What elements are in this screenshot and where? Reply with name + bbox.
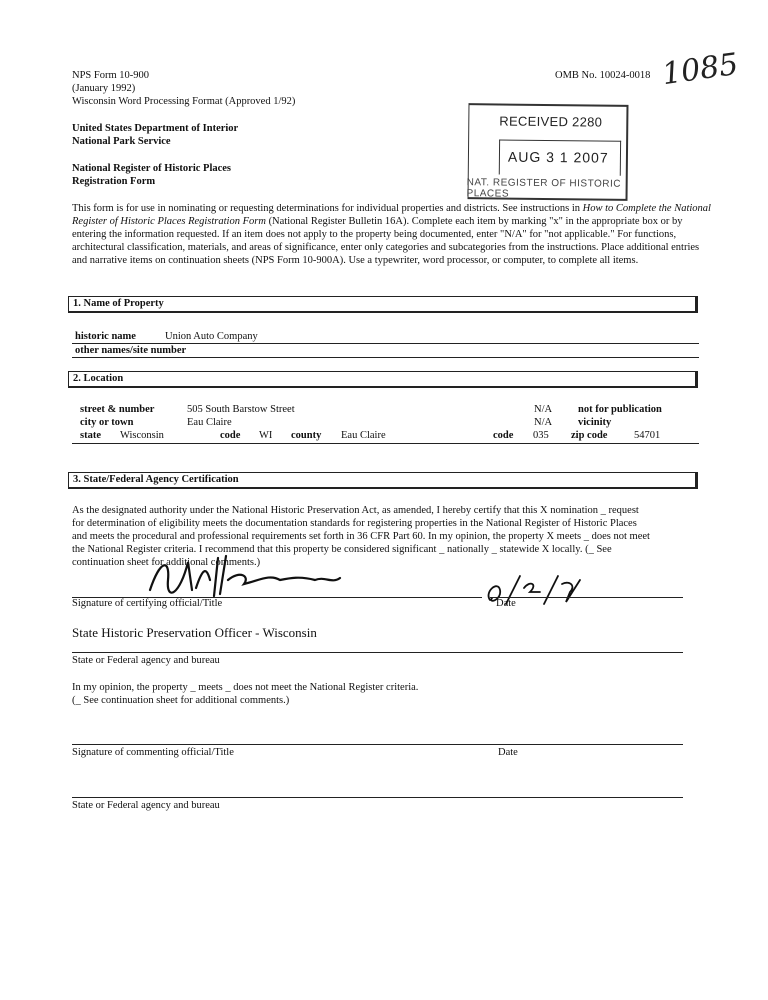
section-1-title: 1. Name of Property — [73, 298, 164, 309]
historic-name-label: historic name — [75, 331, 136, 342]
street-na: N/A — [534, 404, 553, 415]
signature-label: Signature of certifying official/Title — [72, 598, 223, 609]
officer-title: State Historic Preservation Officer - Wisconsin — [72, 625, 317, 640]
instructions-part2: (National Register Bulletin 16A). Complete each item by marking "x" in the appropriate box or by entering the information requested. If an item does not apply to the property being documented, enter "N/A" for "not applicable." For functions, architectural classification, materials, and areas of significance, enter only categories and subcategories from the instructions. Place additional entries and narrative items on continuation sheets (NPS Form 10-900A). Use a typewriter, word processor, or computer, to complete all items. — [72, 216, 700, 266]
street-value: 505 South Barstow Street — [187, 404, 295, 415]
state-code-value: WI — [259, 430, 273, 441]
county-code-value: 035 — [533, 430, 549, 441]
rule — [72, 357, 699, 358]
county-label: county — [291, 430, 322, 441]
section-3-header — [68, 472, 698, 489]
county-value: Eau Claire — [341, 430, 386, 441]
commenting-signature-label: Signature of commenting official/Title — [72, 747, 234, 758]
commenting-date-label: Date — [498, 747, 518, 758]
city-value: Eau Claire — [187, 417, 232, 428]
date-label: Date — [496, 598, 516, 609]
certification-line: for determination of eligibility meets the documentation standards for registering properties in the National Register of Historic Places — [72, 518, 637, 529]
section-2-title: 2. Location — [73, 373, 124, 384]
other-names-label: other names/site number — [75, 345, 187, 356]
stamp-date: AUG 3 1 2007 — [507, 148, 609, 166]
certification-line: continuation sheet for additional comments.) — [72, 557, 261, 568]
rule — [72, 797, 683, 798]
rule — [72, 744, 683, 745]
register-name: National Register of Historic Places — [72, 163, 232, 174]
stamp-nat-register: NAT. REGISTER OF HISTORIC PLACES — [466, 177, 622, 200]
certification-line: and meets the procedural and professional requirements set forth in 36 CFR Part 60. In my opinion, the property X meets _ does not meet — [72, 531, 650, 542]
rule — [72, 343, 699, 344]
form-title: Registration Form — [72, 176, 156, 187]
state-label: state — [80, 430, 101, 441]
historic-name-value: Union Auto Company — [165, 331, 258, 342]
rule — [72, 443, 699, 444]
agency-label-2: State or Federal agency and bureau — [72, 800, 220, 811]
instructions-part1: This form is for use in nominating or requesting determinations for individual properties and districts. See instructions in — [72, 203, 583, 214]
form-date: (January 1992) — [72, 83, 136, 94]
certifying-signature — [140, 550, 360, 600]
received-stamp — [468, 103, 629, 201]
section-1-header — [68, 296, 698, 313]
zip-value: 54701 — [634, 430, 661, 441]
instructions — [72, 202, 712, 267]
rule — [72, 652, 683, 653]
department: United States Department of Interior — [72, 123, 239, 134]
certification-line: As the designated authority under the National Historic Preservation Act, as amended, I hereby certify that this X nomination _ request — [72, 505, 639, 516]
opinion-continuation: (_ See continuation sheet for additional comments.) — [72, 695, 290, 706]
county-code-label: code — [493, 430, 514, 441]
omb-number: OMB No. 10024-0018 — [555, 70, 651, 81]
city-na: N/A — [534, 417, 553, 428]
zip-label: zip code — [571, 430, 608, 441]
vicinity-label: vicinity — [578, 417, 612, 428]
city-label: city or town — [80, 417, 134, 428]
not-for-publication: not for publication — [578, 404, 662, 415]
form-number: NPS Form 10-900 — [72, 70, 150, 81]
section-3-title: 3. State/Federal Agency Certification — [73, 474, 239, 485]
opinion-text: In my opinion, the property _ meets _ does not meet the National Register criteria. — [72, 682, 419, 693]
agency-label: State or Federal agency and bureau — [72, 655, 220, 666]
state-code-label: code — [220, 430, 241, 441]
street-label: street & number — [80, 404, 155, 415]
service: National Park Service — [72, 136, 171, 147]
section-2-header — [68, 371, 698, 388]
instructions-title: How to Complete the National Register of Historic Places Registration Form — [72, 203, 711, 227]
state-value: Wisconsin — [120, 430, 164, 441]
stamp-date-box — [499, 139, 621, 175]
stamp-received: RECEIVED 2280 — [499, 113, 603, 130]
handwritten-number: 1085 — [659, 46, 741, 93]
certification-line: the National Register criteria. I recommend that this property be considered significant _ nationally _ statewide X locally. (_ See — [72, 544, 612, 555]
form-format: Wisconsin Word Processing Format (Approved 1/92) — [72, 96, 296, 107]
date-line — [490, 597, 683, 598]
